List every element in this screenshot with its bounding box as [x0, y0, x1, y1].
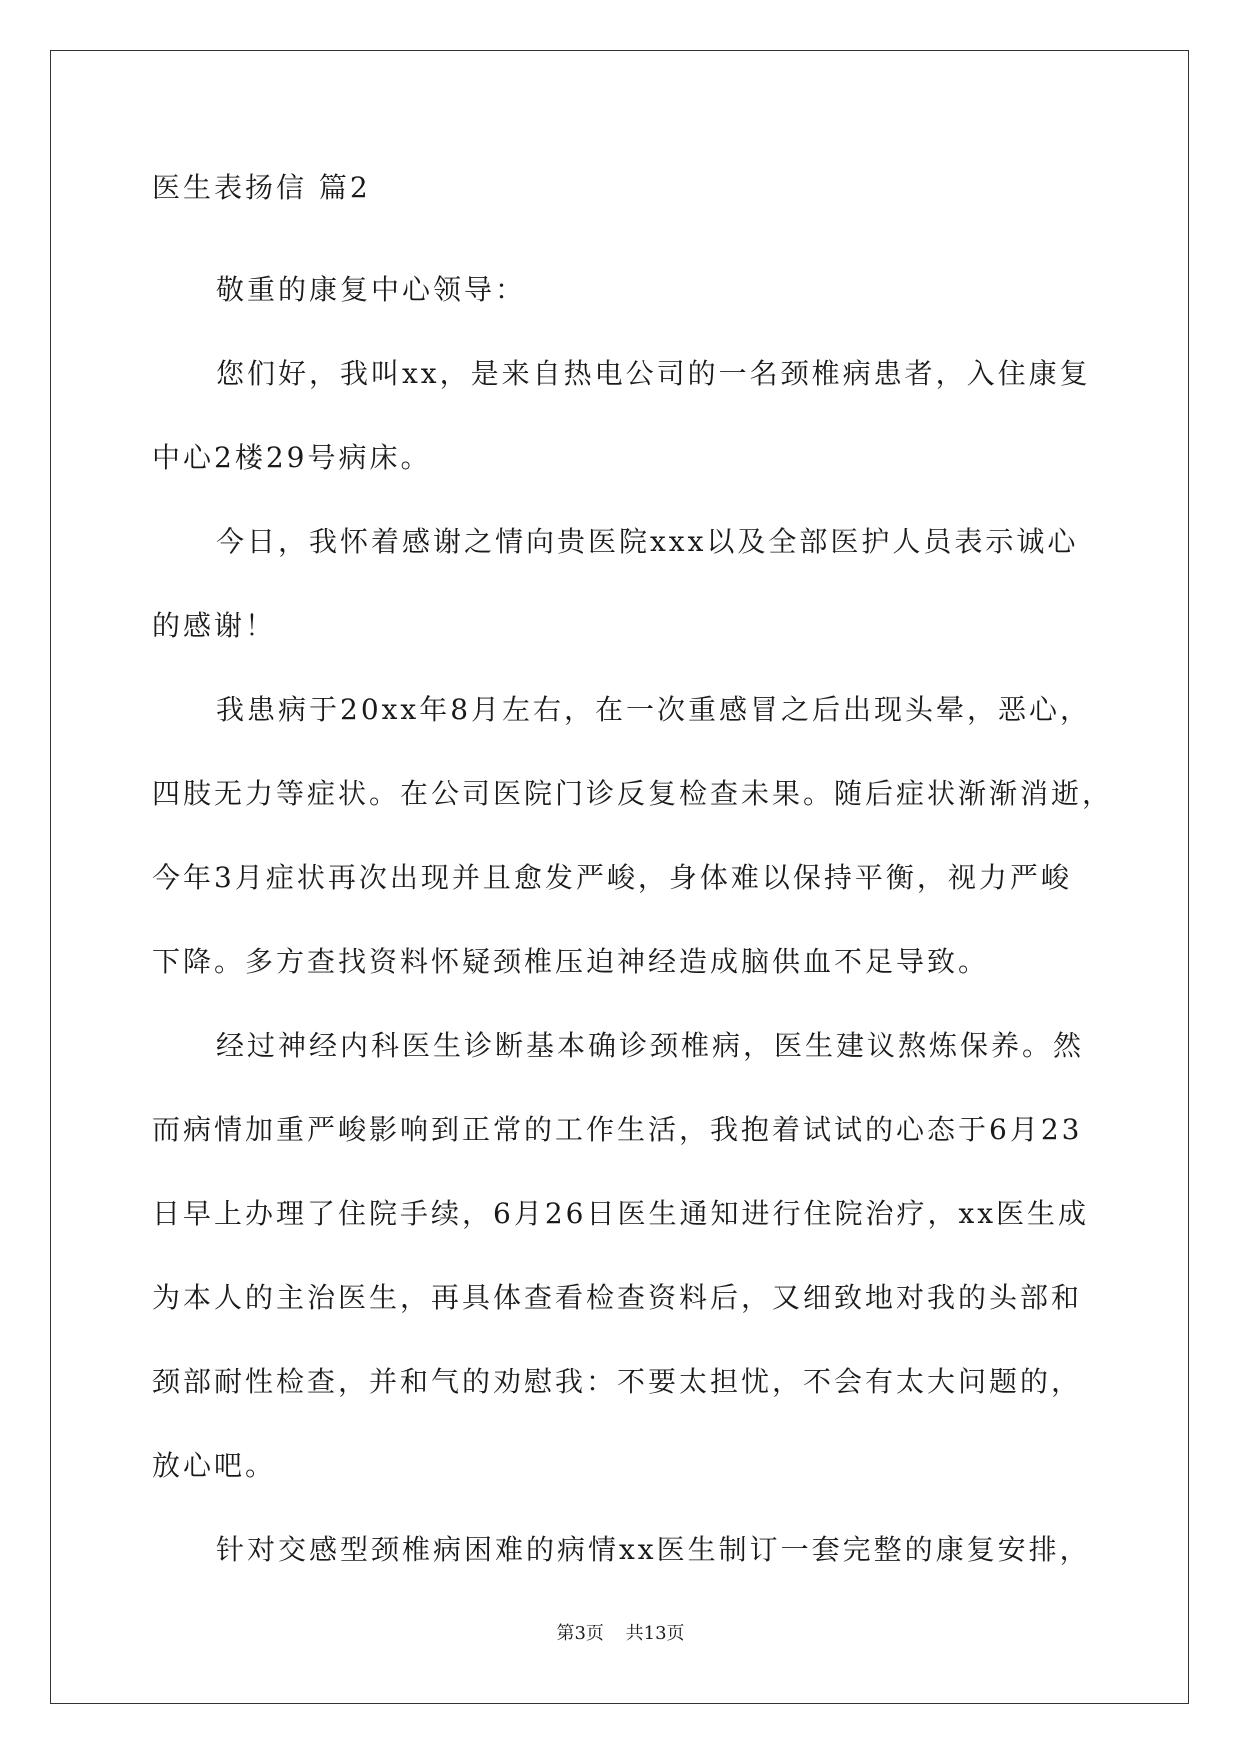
paragraph-line: 中心2楼29号病床。: [152, 441, 432, 474]
paragraph-line: 四肢无力等症状。在公司医院门诊反复检查未果。随后症状渐渐消逝，: [152, 777, 1114, 810]
page-number: 第3页: [556, 1623, 604, 1644]
paragraph-line: 您们好，我叫xx，是来自热电公司的一名颈椎病患者，入住康复: [216, 357, 1091, 390]
paragraph-line: 我患病于20xx年8月左右，在一次重感冒之后出现头晕，恶心，: [216, 693, 1092, 726]
paragraph: [152, 1004, 1092, 1508]
paragraph: [152, 248, 1092, 332]
paragraph-line: 今日，我怀着感谢之情向贵医院xxx以及全部医护人员表示诚心: [216, 525, 1079, 558]
paragraph-line: 今年3月症状再次出现并且愈发严峻，身体难以保持平衡，视力严峻: [152, 861, 1072, 894]
paragraph: [152, 332, 1092, 500]
paragraph-line: 下降。多方查找资料怀疑颈椎压迫神经造成脑供血不足导致。: [152, 945, 990, 978]
paragraph: [152, 500, 1092, 668]
paragraph: [152, 668, 1114, 1004]
paragraph-line: 放心吧。: [152, 1449, 277, 1482]
paragraph: [152, 1508, 1092, 1592]
paragraph-line: 经过神经内科医生诊断基本确诊颈椎病，医生建议熬炼保养。然: [216, 1029, 1085, 1062]
document-body: [152, 168, 1114, 1592]
page-total: 共13页: [625, 1623, 685, 1644]
paragraph-line: 为本人的主治医生，再具体查看检查资料后，又细致地对我的头部和: [152, 1281, 1083, 1314]
paragraph-line: 敬重的康复中心领导：: [216, 273, 527, 306]
paragraph-line: 日早上办理了住院手续，6月26日医生通知进行住院治疗，xx医生成: [152, 1197, 1090, 1230]
document-title: 医生表扬信 篇2: [152, 171, 371, 204]
paragraph-line: 颈部耐性检查，并和气的劝慰我：不要太担忧，不会有太大问题的，: [152, 1365, 1083, 1398]
paragraph-line: 的感谢！: [152, 609, 277, 642]
paragraph-line: 针对交感型颈椎病困难的病情xx医生制订一套完整的康复安排，: [216, 1533, 1091, 1566]
page-footer: [0, 1622, 1241, 1646]
paragraph-list: [152, 248, 1114, 1592]
paragraph-line: 而病情加重严峻影响到正常的工作生活，我抱着试试的心态于6月23: [152, 1113, 1083, 1146]
